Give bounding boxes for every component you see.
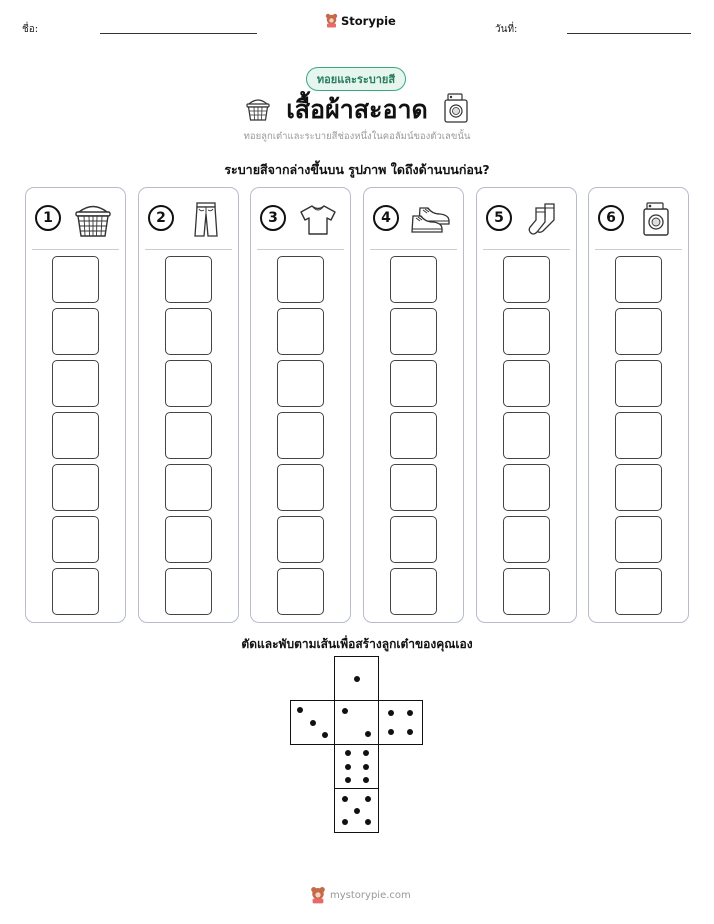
coloring-cell[interactable] <box>165 308 212 355</box>
name-label: ชื่อ: <box>22 24 39 35</box>
coloring-cell[interactable] <box>277 464 324 511</box>
coloring-cell[interactable] <box>615 568 662 615</box>
column-1 <box>25 187 126 623</box>
coloring-cell[interactable] <box>390 412 437 459</box>
dice-pip <box>407 729 413 735</box>
dice-face-4 <box>378 700 423 745</box>
dice-face-6 <box>334 744 379 789</box>
coloring-cell[interactable] <box>615 308 662 355</box>
sneakers-icon <box>410 200 452 238</box>
coloring-cell[interactable] <box>390 516 437 563</box>
bear-logo-icon <box>325 13 338 28</box>
coloring-cell[interactable] <box>52 256 99 303</box>
dice-pip <box>388 729 394 735</box>
coloring-cell[interactable] <box>390 568 437 615</box>
coloring-cell[interactable] <box>165 412 212 459</box>
coloring-cell[interactable] <box>503 360 550 407</box>
date-line[interactable] <box>567 33 691 34</box>
dice-pip <box>297 707 303 713</box>
tshirt-icon <box>297 200 339 238</box>
coloring-cell[interactable] <box>615 256 662 303</box>
column-4 <box>363 187 464 623</box>
dice-pip <box>345 777 351 783</box>
date-label: วันที่: <box>495 24 518 35</box>
footer <box>310 886 411 904</box>
activity-badge: ทอยและระบายสี <box>306 67 406 91</box>
column-number: 4 <box>373 205 399 231</box>
dice-face-2 <box>334 700 379 745</box>
dice-instruction: ตัดและพับตามเส้นเพื่อสร้างลูกเต๋าของคุณเอง <box>241 637 473 651</box>
dice-pip <box>342 819 348 825</box>
coloring-cell[interactable] <box>615 464 662 511</box>
column-number: 2 <box>148 205 174 231</box>
activity-instruction: ระบายสีจากล่างขึ้นบน รูปภาพ ใดถึงด้านบนก่อน? <box>224 162 490 177</box>
dice-face-3 <box>290 700 335 745</box>
coloring-cell[interactable] <box>52 464 99 511</box>
coloring-cell[interactable] <box>390 464 437 511</box>
dice-pip <box>322 732 328 738</box>
socks-icon <box>523 200 565 238</box>
coloring-cell[interactable] <box>503 308 550 355</box>
dice-face-5 <box>334 788 379 833</box>
dice-pip <box>407 710 413 716</box>
activity-subtitle: ทอยลูกเต๋าและระบายสีช่องหนึ่งในคอลัมน์ของตัวเลขนั้น <box>243 131 471 142</box>
bear-logo-icon <box>310 886 326 904</box>
column-3 <box>250 187 351 623</box>
dice-pip <box>363 777 369 783</box>
pants-icon <box>185 200 227 238</box>
column-number: 5 <box>486 205 512 231</box>
coloring-cell[interactable] <box>503 412 550 459</box>
footer-website[interactable]: mystorypie.com <box>330 889 411 901</box>
coloring-cell[interactable] <box>165 360 212 407</box>
dice-pip <box>342 708 348 714</box>
coloring-cell[interactable] <box>52 308 99 355</box>
dice-pip <box>388 710 394 716</box>
laundry-basket-icon <box>72 200 114 238</box>
dice-pip <box>342 796 348 802</box>
column-5 <box>476 187 577 623</box>
column-number: 6 <box>598 205 624 231</box>
coloring-cell[interactable] <box>503 464 550 511</box>
coloring-cell[interactable] <box>277 360 324 407</box>
dice-pip <box>345 764 351 770</box>
coloring-cell[interactable] <box>390 308 437 355</box>
coloring-cell[interactable] <box>52 568 99 615</box>
brand-name: Storypie <box>341 13 396 28</box>
coloring-cell[interactable] <box>277 308 324 355</box>
coloring-cell[interactable] <box>277 568 324 615</box>
coloring-cell[interactable] <box>615 412 662 459</box>
dice-pip <box>365 796 371 802</box>
coloring-cell[interactable] <box>503 516 550 563</box>
washing-machine-icon <box>441 92 471 124</box>
coloring-cell[interactable] <box>52 412 99 459</box>
coloring-cell[interactable] <box>615 360 662 407</box>
coloring-cell[interactable] <box>165 568 212 615</box>
activity-title: เสื้อผ้าสะอาด <box>286 95 428 124</box>
storypie-logo <box>325 13 396 28</box>
column-number: 1 <box>35 205 61 231</box>
coloring-cell[interactable] <box>165 256 212 303</box>
dice-pip <box>354 676 360 682</box>
dice-pip <box>363 764 369 770</box>
washing-machine-icon <box>635 200 677 238</box>
coloring-cell[interactable] <box>277 256 324 303</box>
dice-face-1 <box>334 656 379 701</box>
coloring-cell[interactable] <box>503 256 550 303</box>
coloring-cell[interactable] <box>52 360 99 407</box>
dice-pip <box>310 720 316 726</box>
dice-pip <box>345 750 351 756</box>
coloring-cell[interactable] <box>615 516 662 563</box>
dice-pip <box>354 808 360 814</box>
column-6 <box>588 187 689 623</box>
dice-pip <box>363 750 369 756</box>
name-line[interactable] <box>100 33 257 34</box>
coloring-cell[interactable] <box>390 360 437 407</box>
coloring-cell[interactable] <box>165 516 212 563</box>
column-2 <box>138 187 239 623</box>
column-number: 3 <box>260 205 286 231</box>
coloring-cell[interactable] <box>52 516 99 563</box>
coloring-cell[interactable] <box>390 256 437 303</box>
coloring-cell[interactable] <box>165 464 212 511</box>
coloring-cell[interactable] <box>277 412 324 459</box>
dice-pip <box>365 819 371 825</box>
coloring-cell[interactable] <box>277 516 324 563</box>
dice-pip <box>365 731 371 737</box>
coloring-cell[interactable] <box>503 568 550 615</box>
